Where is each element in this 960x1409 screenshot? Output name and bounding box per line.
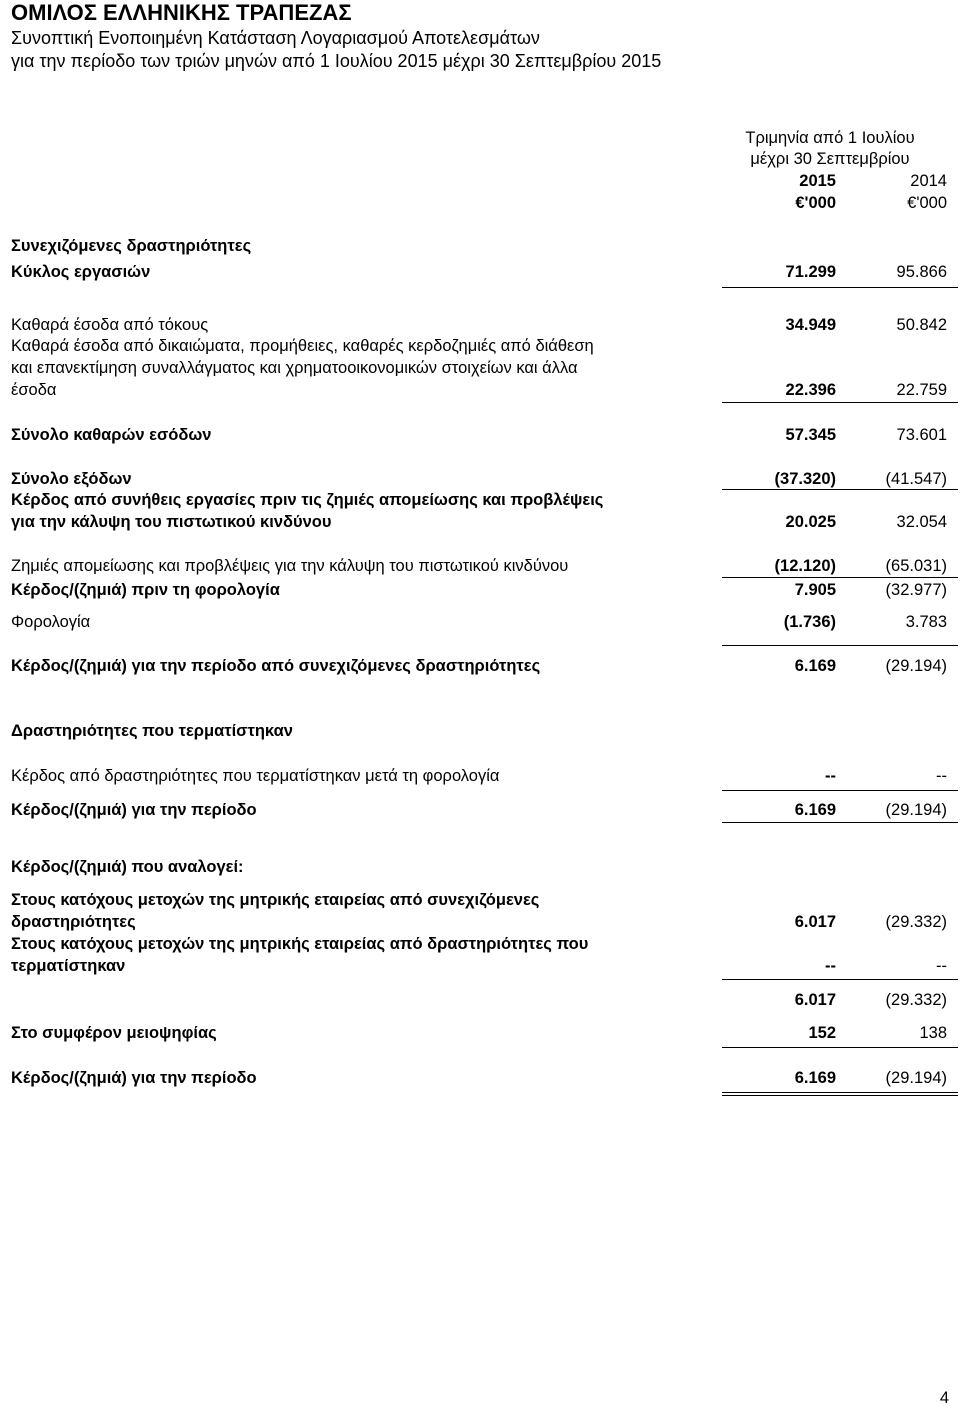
row-net-fees-line2: και επανεκτίμηση συναλλάγματος και χρηματοοικονομικών στοιχείων και άλλα (11, 359, 578, 377)
rule-final-result-1 (722, 1092, 958, 1093)
row-owners-discontinued-line1: Στους κατόχους μετοχών της μητρικής εταιρείας από δραστηριότητες που (11, 935, 589, 953)
rule-total-expenses (722, 489, 958, 490)
section-continuing-heading: Συνεχιζόμενες δραστηριότητες (11, 237, 252, 255)
row-operating-profit-label: για την κάλυψη του πιστωτικού κινδύνου (11, 513, 332, 531)
rule-owners (722, 979, 958, 980)
row-minority-2015: 152 (808, 1024, 836, 1042)
section-attributable-heading: Κέρδος/(ζημιά) που αναλογεί: (11, 858, 244, 876)
row-minority-2014: 138 (919, 1024, 947, 1042)
row-total-net-income-2015: 57.345 (785, 426, 836, 444)
row-final-result-2015: 6.169 (794, 1069, 836, 1087)
row-pre-tax-label: Κέρδος/(ζημιά) πριν τη φορολογία (11, 581, 280, 599)
row-tax-2014: 3.783 (905, 613, 947, 631)
row-pre-tax-2015: 7.905 (794, 581, 836, 599)
rule-tax (722, 645, 958, 646)
row-net-interest-2015: 34.949 (785, 316, 836, 334)
row-final-result-label: Κέρδος/(ζημιά) για την περίοδο (11, 1069, 257, 1087)
column-year-2015: 2015 (799, 172, 836, 190)
row-operating-profit-2015: 20.025 (785, 513, 836, 531)
row-turnover-label: Κύκλος εργασιών (11, 263, 151, 281)
statement-period: για την περίοδο των τριών μηνών από 1 Ιουλίου 2015 μέχρι 30 Σεπτεμβρίου 2015 (11, 51, 662, 71)
rule-turnover (722, 287, 958, 288)
column-year-2014: 2014 (910, 172, 947, 190)
rule-period-result (722, 822, 958, 823)
row-continuing-result-label: Κέρδος/(ζημιά) για την περίοδο από συνεχιζόμενες δραστηριότητες (11, 657, 541, 675)
row-total-net-income-label: Σύνολο καθαρών εσόδων (11, 426, 212, 444)
row-owners-continuing-label: δραστηριότητες (11, 913, 136, 931)
row-turnover-2014: 95.866 (896, 263, 947, 281)
row-owners-discontinued-label: τερματίστηκαν (11, 957, 126, 975)
row-owners-continuing-2014: (29.332) (885, 913, 947, 931)
row-owners-continuing-2015: 6.017 (794, 913, 836, 931)
row-impairment-2015: (12.120) (774, 557, 836, 575)
column-unit-2014: €'000 (907, 194, 947, 212)
company-title: ΟΜΙΛΟΣ ΕΛΛΗΝΙΚΗΣ ΤΡΑΠΕΖΑΣ (11, 0, 352, 25)
section-discontinued-heading: Δραστηριότητες που τερματίστηκαν (11, 722, 293, 740)
row-operating-profit-2014: 32.054 (896, 513, 947, 531)
row-owners-discontinued-2015: -- (825, 957, 836, 975)
row-owners-total-2015: 6.017 (794, 991, 836, 1009)
row-continuing-result-2014: (29.194) (885, 657, 947, 675)
statement-title: Συνοπτική Ενοποιημένη Κατάσταση Λογαριασμού Αποτελεσμάτων (11, 28, 540, 48)
column-unit-2015: €'000 (795, 194, 836, 212)
rule-net-fees (722, 402, 958, 403)
row-impairment-2014: (65.031) (885, 557, 947, 575)
row-net-interest-label: Καθαρά έσοδα από τόκους (11, 316, 209, 334)
row-net-fees-2015: 22.396 (785, 381, 836, 399)
row-minority-label: Στο συμφέρον μειοψηφίας (11, 1024, 217, 1042)
row-net-fees-line1: Καθαρά έσοδα από δικαιώματα, προμήθειες, καθαρές κερδοζημιές από διάθεση (11, 337, 594, 355)
row-total-expenses-2014: (41.547) (885, 470, 947, 488)
row-period-result-2014: (29.194) (885, 801, 947, 819)
row-turnover-2015: 71.299 (785, 263, 836, 281)
row-period-result-label: Κέρδος/(ζημιά) για την περίοδο (11, 801, 257, 819)
row-owners-discontinued-2014: -- (936, 957, 947, 975)
row-discontinued-profit-2014: -- (936, 767, 947, 785)
row-tax-label: Φορολογία (11, 613, 91, 631)
rule-discontinued-profit (722, 790, 958, 791)
column-period-line2: μέχρι 30 Σεπτεμβρίου (750, 150, 910, 168)
rule-minority (722, 1047, 958, 1048)
row-operating-profit-line1: Κέρδος από συνήθεις εργασίες πριν τις ζημιές απομείωσης και προβλέψεις (11, 491, 604, 509)
row-discontinued-profit-label: Κέρδος από δραστηριότητες που τερματίστηκαν μετά τη φορολογία (11, 767, 500, 785)
column-period-line1: Τριμηνία από 1 Ιουλίου (745, 129, 915, 147)
page-number: 4 (939, 1389, 949, 1407)
rule-impairment (722, 577, 958, 578)
row-period-result-2015: 6.169 (794, 801, 836, 819)
row-owners-continuing-line1: Στους κατόχους μετοχών της μητρικής εταιρείας από συνεχιζόμενες (11, 891, 540, 909)
row-final-result-2014: (29.194) (885, 1069, 947, 1087)
row-continuing-result-2015: 6.169 (794, 657, 836, 675)
row-net-fees-2014: 22.759 (896, 381, 947, 399)
row-impairment-label: Ζημιές απομείωσης και προβλέψεις για την κάλυψη του πιστωτικού κινδύνου (11, 557, 569, 575)
row-pre-tax-2014: (32.977) (885, 581, 947, 599)
row-net-fees-label: έσοδα (11, 381, 57, 399)
row-discontinued-profit-2015: -- (825, 767, 836, 785)
row-total-expenses-label: Σύνολο εξόδων (11, 470, 132, 488)
rule-final-result-2 (722, 1095, 958, 1096)
row-total-net-income-2014: 73.601 (896, 426, 947, 444)
row-owners-total-2014: (29.332) (885, 991, 947, 1009)
row-tax-2015: (1.736) (783, 613, 836, 631)
row-net-interest-2014: 50.842 (896, 316, 947, 334)
row-total-expenses-2015: (37.320) (774, 470, 836, 488)
